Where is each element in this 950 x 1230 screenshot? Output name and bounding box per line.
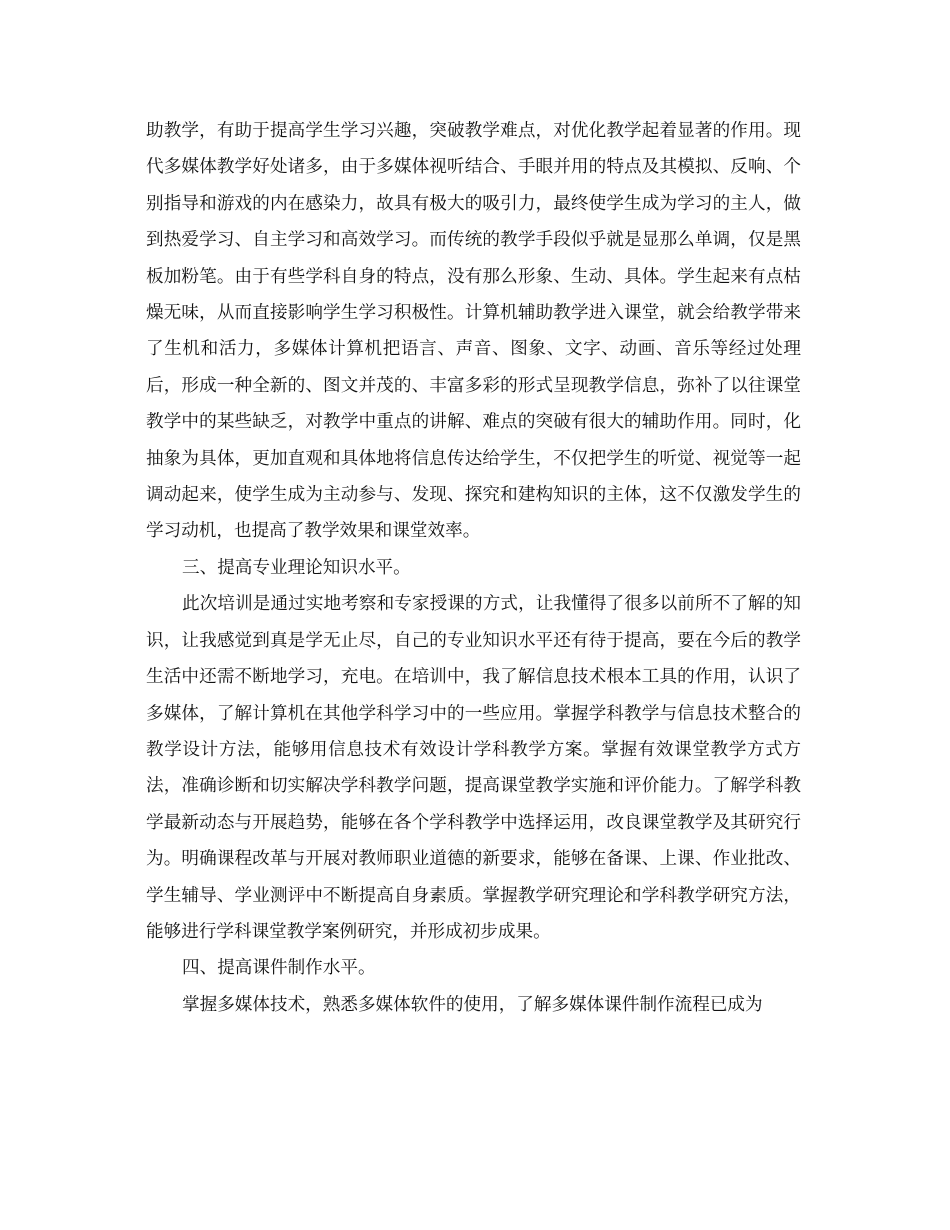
paragraph-multimedia-skills: 掌握多媒体技术，熟悉多媒体软件的使用，了解多媒体课件制作流程已成为 (182, 994, 763, 1015)
paragraph-training-knowledge: 此次培训是通过实地考察和专家授课的方式，让我懂得了很多以前所不了解的知识，让我感觉到真是学无止尽，自己的专业知识水平还有待于提高，要在今后的教学生活中还需不断地学习，充电。在培训中，我了解信息技术根本工具的作用，认识了多媒体，了解计算机在其他学科学习中的一些应用。掌握学科教学与信息技术整合的教学设计方法，能够用信息技术有效设计学科教学方案。掌握有效课堂教学方式方法，准确诊断和切实解决学科教学问题，提高课堂教学实施和评价能力。了解学科教学最新动态与开展趋势，能够在各个学科教学中选择运用，改良课堂教学及其研究行为。明确课程改革与开展对教师职业道德的新要求，能够在备课、上课、作业批改、学生辅导、学业测评中不断提高自身素质。掌握教学研究理论和学科教学研究方法，能够进行学科课堂教学案例研究，并形成初步成果。 (146, 594, 801, 942)
paragraph-multimedia-benefits: 助教学，有助于提高学生学习兴趣，突破教学难点，对优化教学起着显著的作用。现代多媒体教学好处诸多，由于多媒体视听结合、手眼并用的特点及其模拟、反响、个别指导和游戏的内在感染力，故具有极大的吸引力，最终使学生成为学习的主人，做到热爱学习、自主学习和高效学习。而传统的教学手段似乎就是显那么单调，仅是黑板加粉笔。由于有些学科自身的特点，没有那么形象、生动、具体。学生起来有点枯燥无味，从而直接影响学生学习积极性。计算机辅助教学进入课堂，就会给教学带来了生机和活力，多媒体计算机把语言、声音、图象、文字、动画、音乐等经过处理后，形成一种全新的、图文并茂的、丰富多彩的形式呈现教学信息，弥补了以往课堂教学中的某些缺乏，对教学中重点的讲解、难点的突破有很大的辅助作用。同时，化抽象为具体，更加直观和具体地将信息传达给学生，不仅把学生的听觉、视觉等一起调动起来，使学生成为主动参与、发现、探究和建构知识的主体，这不仅激发学生的学习动机，也提高了教学效果和课堂效率。 (146, 121, 801, 542)
section-heading-courseware: 四、提高课件制作水平。 (182, 958, 376, 979)
document-page (146, 113, 801, 1023)
section-heading-theory: 三、提高专业理论知识水平。 (182, 557, 411, 578)
